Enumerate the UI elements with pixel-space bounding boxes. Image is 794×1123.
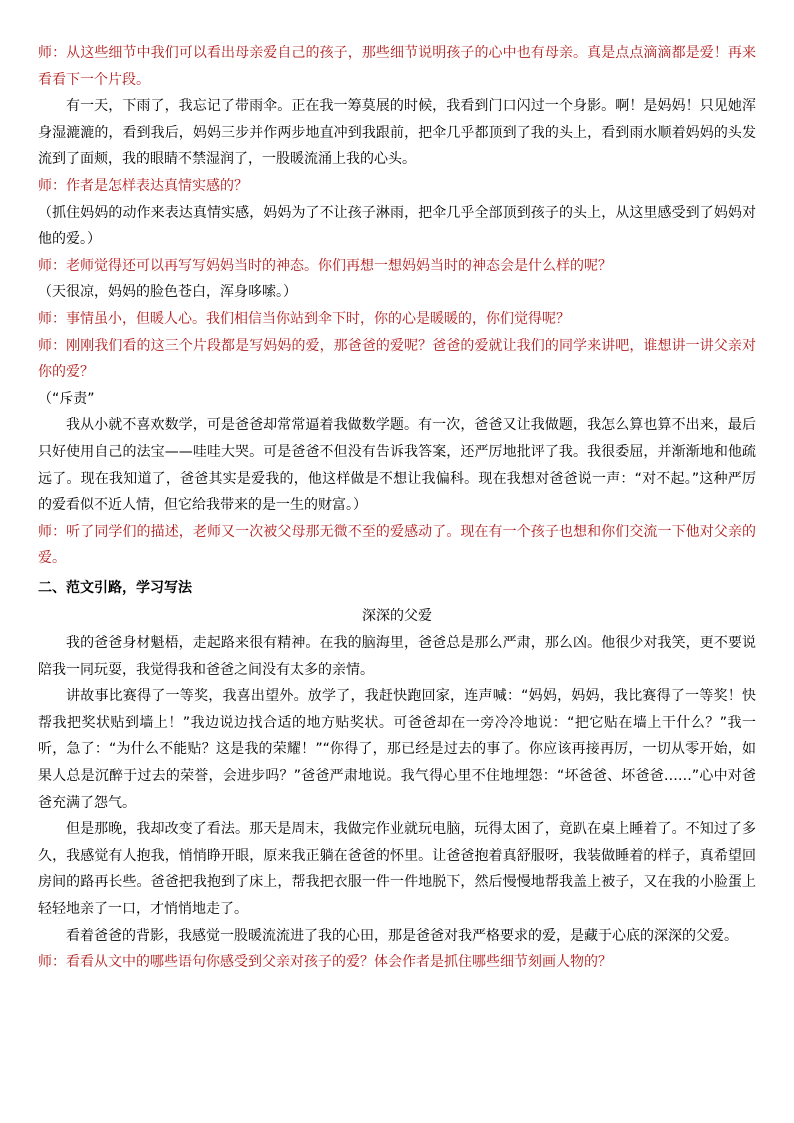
teacher-remark: 师：听了同学们的描述，老师又一次被父母那无微不至的爱感动了。现在有一个孩子也想和你们交流一下他对父亲的爱。 (38, 523, 756, 567)
teacher-remark: 师：事情虽小，但暖人心。我们相信当你站到伞下时，你的心是暖暖的，你们觉得呢？ (38, 310, 570, 327)
story-paragraph: 有一天，下雨了，我忘记了带雨伞。正在我一筹莫展的时候，我看到门口闪过一个身影。啊！是妈妈！只见她浑身湿漉漉的，看到我后，妈妈三步并作两步地直冲到我跟前，把伞几乎都顶到了我的头上，看到雨水顺着妈妈的头发流到了面颊，我的眼睛不禁湿润了，一股暖流涌上我的心头。 (38, 98, 756, 168)
student-answer-title: （“斥责” (38, 390, 95, 407)
teacher-remark: 师：从这些细节中我们可以看出母亲爱自己的孩子，那些细节说明孩子的心中也有母亲。真是点点滴滴都是爱！再来看看下一个片段。 (38, 45, 756, 88)
essay-paragraph: 看着爸爸的背影，我感觉一股暖流流进了我的心田，那是爸爸对我严格要求的爱，是藏于心底的深深的父爱。 (66, 927, 738, 944)
story-paragraph: 我从小就不喜欢数学，可是爸爸却常常逼着我做数学题。有一次，爸爸又让我做题，我怎么算也算不出来，最后只好使用自己的法宝——哇哇大哭。可是爸爸不但没有告诉我答案，还严厉地批评了我。我很委屈，并渐渐地和他疏远了。现在我知道了，爸爸其实是爱我的，他这样做是不想让我偏科。现在我想对爸爸说一声：“对不起。”这种严厉的爱看似不近人情，但它给我带来的是一生的财富。） (38, 417, 756, 514)
section-heading: 二、范文引路，学习写法 (38, 579, 192, 596)
document-page (38, 40, 756, 976)
essay-paragraph: 我的爸爸身材魁梧，走起路来很有精神。在我的脑海里，爸爸总是那么严肃，那么凶。他很少对我笑，更不要说陪我一同玩耍，我觉得我和爸爸之间没有太多的亲情。 (38, 635, 756, 678)
student-answer: （抓住妈妈的动作来表达真情实感，妈妈为了不让孩子淋雨，把伞几乎全部顶到孩子的头上，从这里感受到了妈妈对他的爱。） (38, 204, 756, 248)
teacher-question: 师：老师觉得还可以再写写妈妈当时的神态。你们再想一想妈妈当时的神态会是什么样的呢？ (38, 257, 612, 274)
teacher-question: 师：看看从文中的哪些语句你感受到父亲对孩子的爱？体会作者是抓住哪些细节刻画人物的？ (38, 954, 612, 971)
essay-paragraph: 讲故事比赛得了一等奖，我喜出望外。放学了，我赶快跑回家，连声喊：“妈妈，妈妈，我比赛得了一等奖！快帮我把奖状贴到墙上！”我边说边找合适的地方贴奖状。可爸爸却在一旁冷冷地说：“把它贴在墙上干什么？”我一听，急了：“为什么不能贴？这是我的荣耀！”“你得了，那已经是过去的事了。你应该再接再厉，一切从零开始，如果人总是沉醉于过去的荣誉，会进步吗？”爸爸严肃地说。我气得心里不住地埋怨：“坏爸爸、坏爸爸……”心中对爸爸充满了怨气。 (38, 688, 756, 811)
teacher-question: 师：作者是怎样表达真情实感的？ (38, 177, 248, 194)
teacher-question: 师：刚刚我们看的这三个片段都是写妈妈的爱，那爸爸的爱呢？爸爸的爱就让我们的同学来讲吧，谁想讲一讲父亲对你的爱？ (38, 337, 756, 381)
student-answer: （天很凉，妈妈的脸色苍白，浑身哆嗦。） (38, 284, 297, 301)
essay-paragraph: 但是那晚，我却改变了看法。那天是周末，我做完作业就玩电脑，玩得太困了，竟趴在桌上睡着了。不知过了多久，我感觉有人抱我，悄悄睁开眼，原来我正躺在爸爸的怀里。让爸爸抱着真舒服呀，我装做睡着的样子，真希望回房间的路再长些。爸爸把我抱到了床上，帮我把衣服一件一件地脱下，然后慢慢地帮我盖上被子，又在我的小脸蛋上轻轻地亲了一口，才悄悄地走了。 (38, 821, 756, 917)
essay-title: 深深的父爱 (362, 608, 432, 625)
